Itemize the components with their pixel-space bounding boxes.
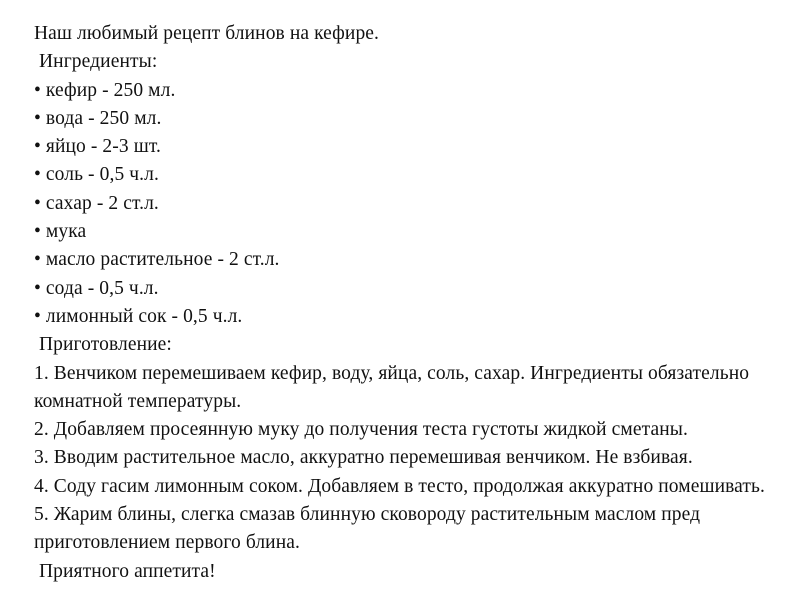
ingredients-heading: Ингредиенты: [34,51,158,73]
ingredient-item: • сода - 0,5 ч.л. [34,277,159,299]
preparation-step: 2. Добавляем просеянную муку до получения теста густоты жидкой сметаны. [34,419,688,441]
ingredient-item: • яйцо - 2-3 шт. [34,136,161,158]
ingredient-item: • масло растительное - 2 ст.л. [34,249,280,271]
preparation-step: 5. Жарим блины, слегка смазав блинную сковороду растительным маслом пред приготовлением первого блина. [34,504,706,554]
preparation-step: 1. Венчиком перемешиваем кефир, воду, яйца, соль, сахар. Ингредиенты обязательно комнатной температуры. [34,362,755,412]
ingredient-item: • лимонный сок - 0,5 ч.л. [34,305,243,327]
ingredient-item: • сахар - 2 ст.л. [34,192,159,214]
closing-line: Приятного аппетита! [34,560,216,582]
recipe-title: Наш любимый рецепт блинов на кефире. [34,23,380,44]
preparation-step: 4. Соду гасим лимонным соком. Добавляем в тесто, продолжая аккуратно помешивать. [34,475,766,497]
preparation-step: 3. Вводим растительное масло, аккуратно перемешивая венчиком. Не взбивая. [34,447,693,469]
ingredient-item: • кефир - 250 мл. [34,79,176,101]
ingredient-item: • вода - 250 мл. [34,107,162,129]
ingredient-item: • мука [34,221,87,243]
ingredient-item: • соль - 0,5 ч.л. [34,164,159,186]
preparation-heading: Приготовление: [34,334,172,356]
